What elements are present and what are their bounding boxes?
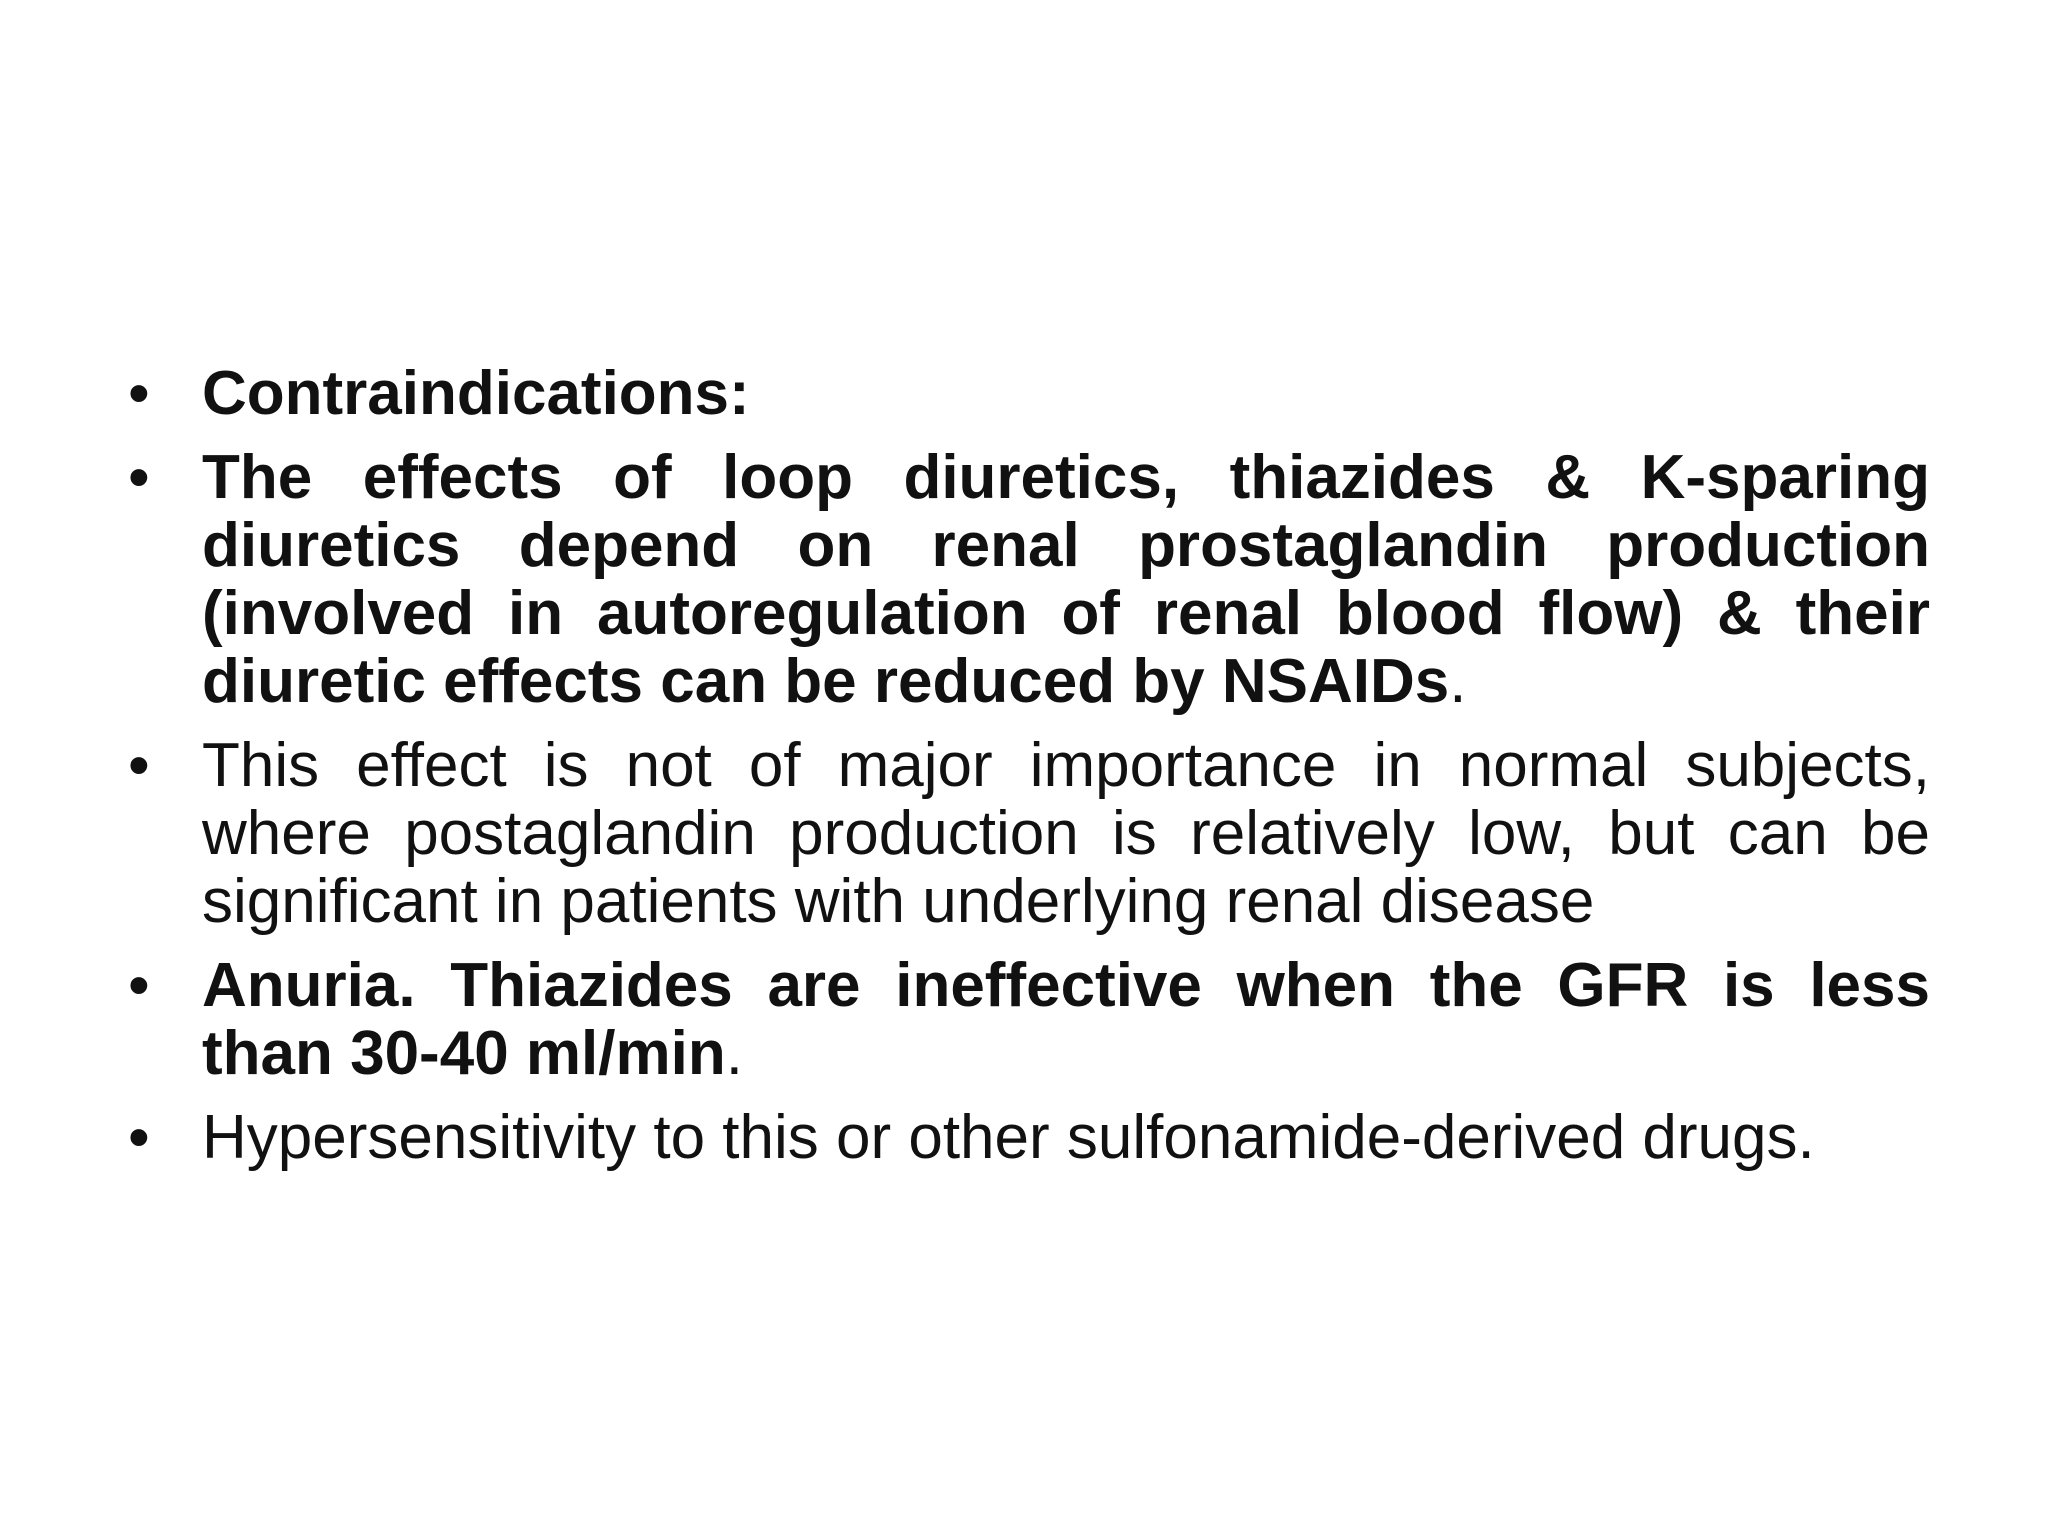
- bullet-anuria: [120, 952, 1930, 1088]
- bullet-contraindications-heading: [120, 360, 1930, 428]
- slide-body: [120, 360, 1930, 1188]
- bullet-list: [120, 360, 1930, 1172]
- bullet-prostaglandin-dependence: [120, 444, 1930, 716]
- bullet-strong-text: Contraindications:: [202, 359, 750, 428]
- bullet-normal-subjects: [120, 732, 1930, 936]
- bullet-normal-text: This effect is not of major importance in normal subjects, where postaglandin production is relatively low, but can be significant in patients with underlying renal disease: [202, 731, 1930, 936]
- bullet-hypersensitivity: [120, 1104, 1930, 1172]
- bullet-normal-text: .: [1449, 647, 1467, 716]
- bullet-normal-text: Hypersensitivity to this or other sulfonamide-derived drugs.: [202, 1103, 1815, 1172]
- bullet-normal-text: .: [725, 1019, 743, 1088]
- bullet-strong-text: The effects of loop diuretics, thiazides & K-sparing diuretics depend on renal prostaglandin production (involved in autoregulation of renal blood flow) & their diuretic effects can be reduced by NSAIDs: [202, 443, 1930, 716]
- bullet-strong-text: Anuria. Thiazides are ineffective when the GFR is less than 30-40 ml/min: [202, 951, 1930, 1088]
